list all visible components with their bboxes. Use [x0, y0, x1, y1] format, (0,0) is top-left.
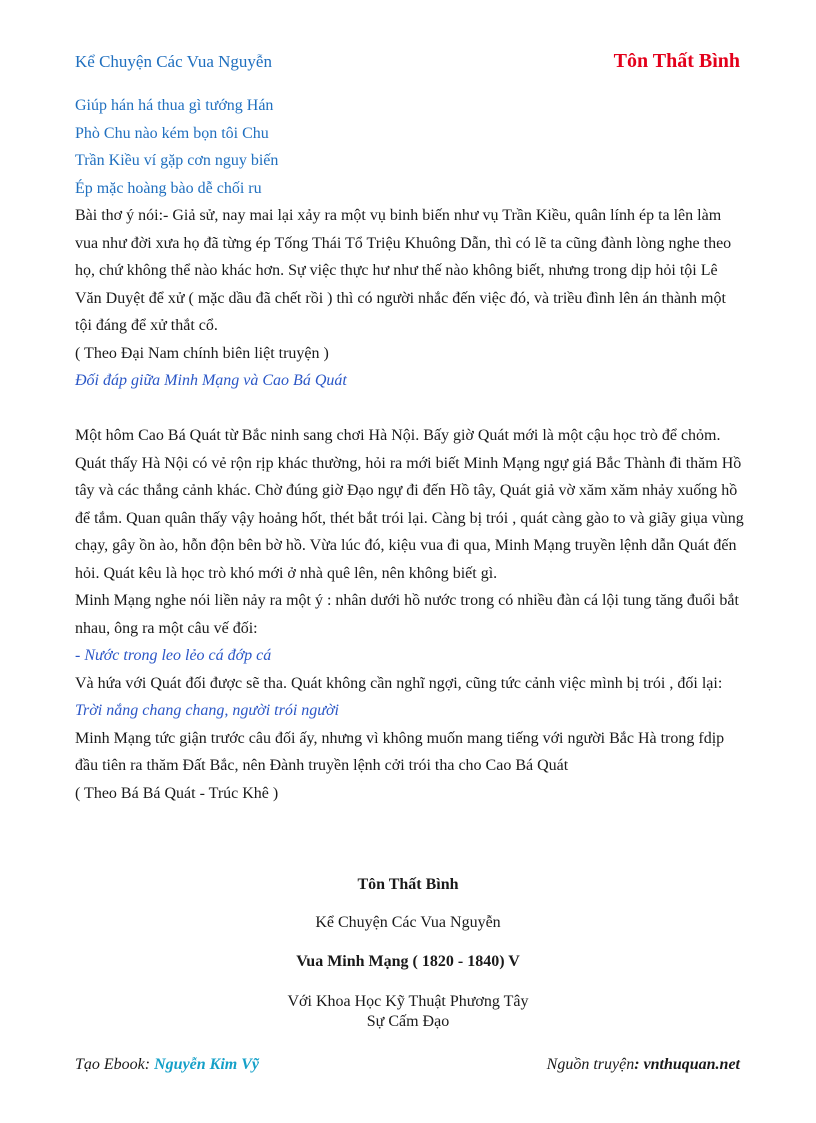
- ebook-creator-name: Nguyễn Kim Vỹ: [154, 1056, 259, 1073]
- ebook-credit: [75, 1056, 259, 1074]
- source-label: Nguồn truyện: [546, 1056, 635, 1073]
- book-title: Kể Chuyện Các Vua Nguyễn: [315, 914, 501, 931]
- verse-line: - Nước trong leo lẻo cá đớp cá: [75, 647, 272, 664]
- page-header: [75, 50, 740, 76]
- chapter-title-line: Sự Cấm Đạo: [366, 1013, 450, 1030]
- poem-line: Giúp hán há thua gì tướng Hán: [75, 97, 274, 114]
- page-footer: [75, 1056, 740, 1078]
- book-info-block: [0, 876, 816, 1033]
- poem-line: Trần Kiều ví gặp cơn nguy biến: [75, 152, 279, 169]
- author-header: Tôn Thất Bình: [613, 50, 740, 72]
- story-paragraph: Và hứa với Quát đối được sẽ tha. Quát không cần nghĩ ngợi, cũng tức cảnh việc mình bị trói , đối lại:: [75, 674, 723, 692]
- source-site-link[interactable]: vnthuquan.net: [643, 1056, 740, 1073]
- section-title: Đối đáp giữa Minh Mạng và Cao Bá Quát: [75, 372, 347, 389]
- source-separator: :: [634, 1056, 644, 1073]
- ebook-label: Tạo Ebook: [75, 1056, 145, 1073]
- verse-line: Trời nắng chang chang, người trói người: [75, 702, 339, 719]
- story-paragraph: Một hôm Cao Bá Quát từ Bắc ninh sang chơi Hà Nội. Bấy giờ Quát mới là một cậu học trò để chỏm. Quát thấy Hà Nội có vẻ rộn rịp khác thường, hỏi ra mới biết Minh Mạng ngự giá Bắc Thành đi thăm Hồ tây và các thắng cảnh khác. Chờ đúng giờ Đạo ngự đi đến Hồ tây, Quát giả vờ xăm xăm nhảy xuống hồ để tắm. Quan quân thấy vậy hoảng hốt, thét bắt trói lại. Càng bị trói , quát càng gào to và giãy giụa vùng chạy, gây ồn ào, hỗn độn bên bờ hồ. Vừa lúc đó, kiệu vua đi qua, Minh Mạng truyền lệnh dẫn Quát đến hỏi. Quát kêu là học trò khó mới ở nhà quê lên, nên không biết gì.: [75, 427, 744, 582]
- book-author: Tôn Thất Bình: [357, 876, 459, 893]
- poem-line: Ép mặc hoàng bào dễ chối ru: [75, 179, 262, 197]
- book-title-header: Kể Chuyện Các Vua Nguyễn: [75, 52, 272, 71]
- poem-explanation-paragraph: Bài thơ ý nói:- Giả sử, nay mai lại xảy ra một vụ binh biến như vụ Trần Kiều, quân lính ép ta lên làm vua như đời xưa họ đã từng ép Tống Thái Tổ Triệu Khuông Dẫn, thì có lẽ ta cũng đành lòng nghe theo họ, chứ không thể nào khác hơn. Sự việc thực hư như thế nào không biết, nhưng trong dịp hỏi tội Lê Văn Duyệt để xử ( mặc dầu đã chết rồi ) thì có người nhắc đến việc đó, và triều đình lên án thành một tội đáng để xử thắt cổ.: [75, 207, 732, 334]
- source-citation: ( Theo Đại Nam chính biên liệt truyện ): [75, 344, 329, 362]
- source-citation: ( Theo Bá Bá Quát - Trúc Khê ): [75, 784, 279, 802]
- body-content: [75, 92, 745, 807]
- ebook-separator: :: [144, 1056, 155, 1073]
- chapter-title-line: Với Khoa Học Kỹ Thuật Phương Tây: [287, 993, 529, 1010]
- story-paragraph: Minh Mạng nghe nói liền nảy ra một ý : nhân dưới hồ nước trong có nhiều đàn cá lội tung tăng đuổi bắt nhau, ông ra một câu vế đối:: [75, 592, 739, 637]
- poem-line: Phò Chu nào kém bọn tôi Chu: [75, 124, 269, 142]
- blank-line: [75, 395, 745, 423]
- source-credit: [547, 1056, 740, 1074]
- book-volume-title: Vua Minh Mạng ( 1820 - 1840) V: [296, 953, 520, 970]
- story-paragraph: Minh Mạng tức giận trước câu đối ấy, nhưng vì không muốn mang tiếng với người Bắc Hà trong fdịp đầu tiên ra thăm Đất Bắc, nên Đành truyền lệnh cởi trói tha cho Cao Bá Quát: [75, 729, 725, 774]
